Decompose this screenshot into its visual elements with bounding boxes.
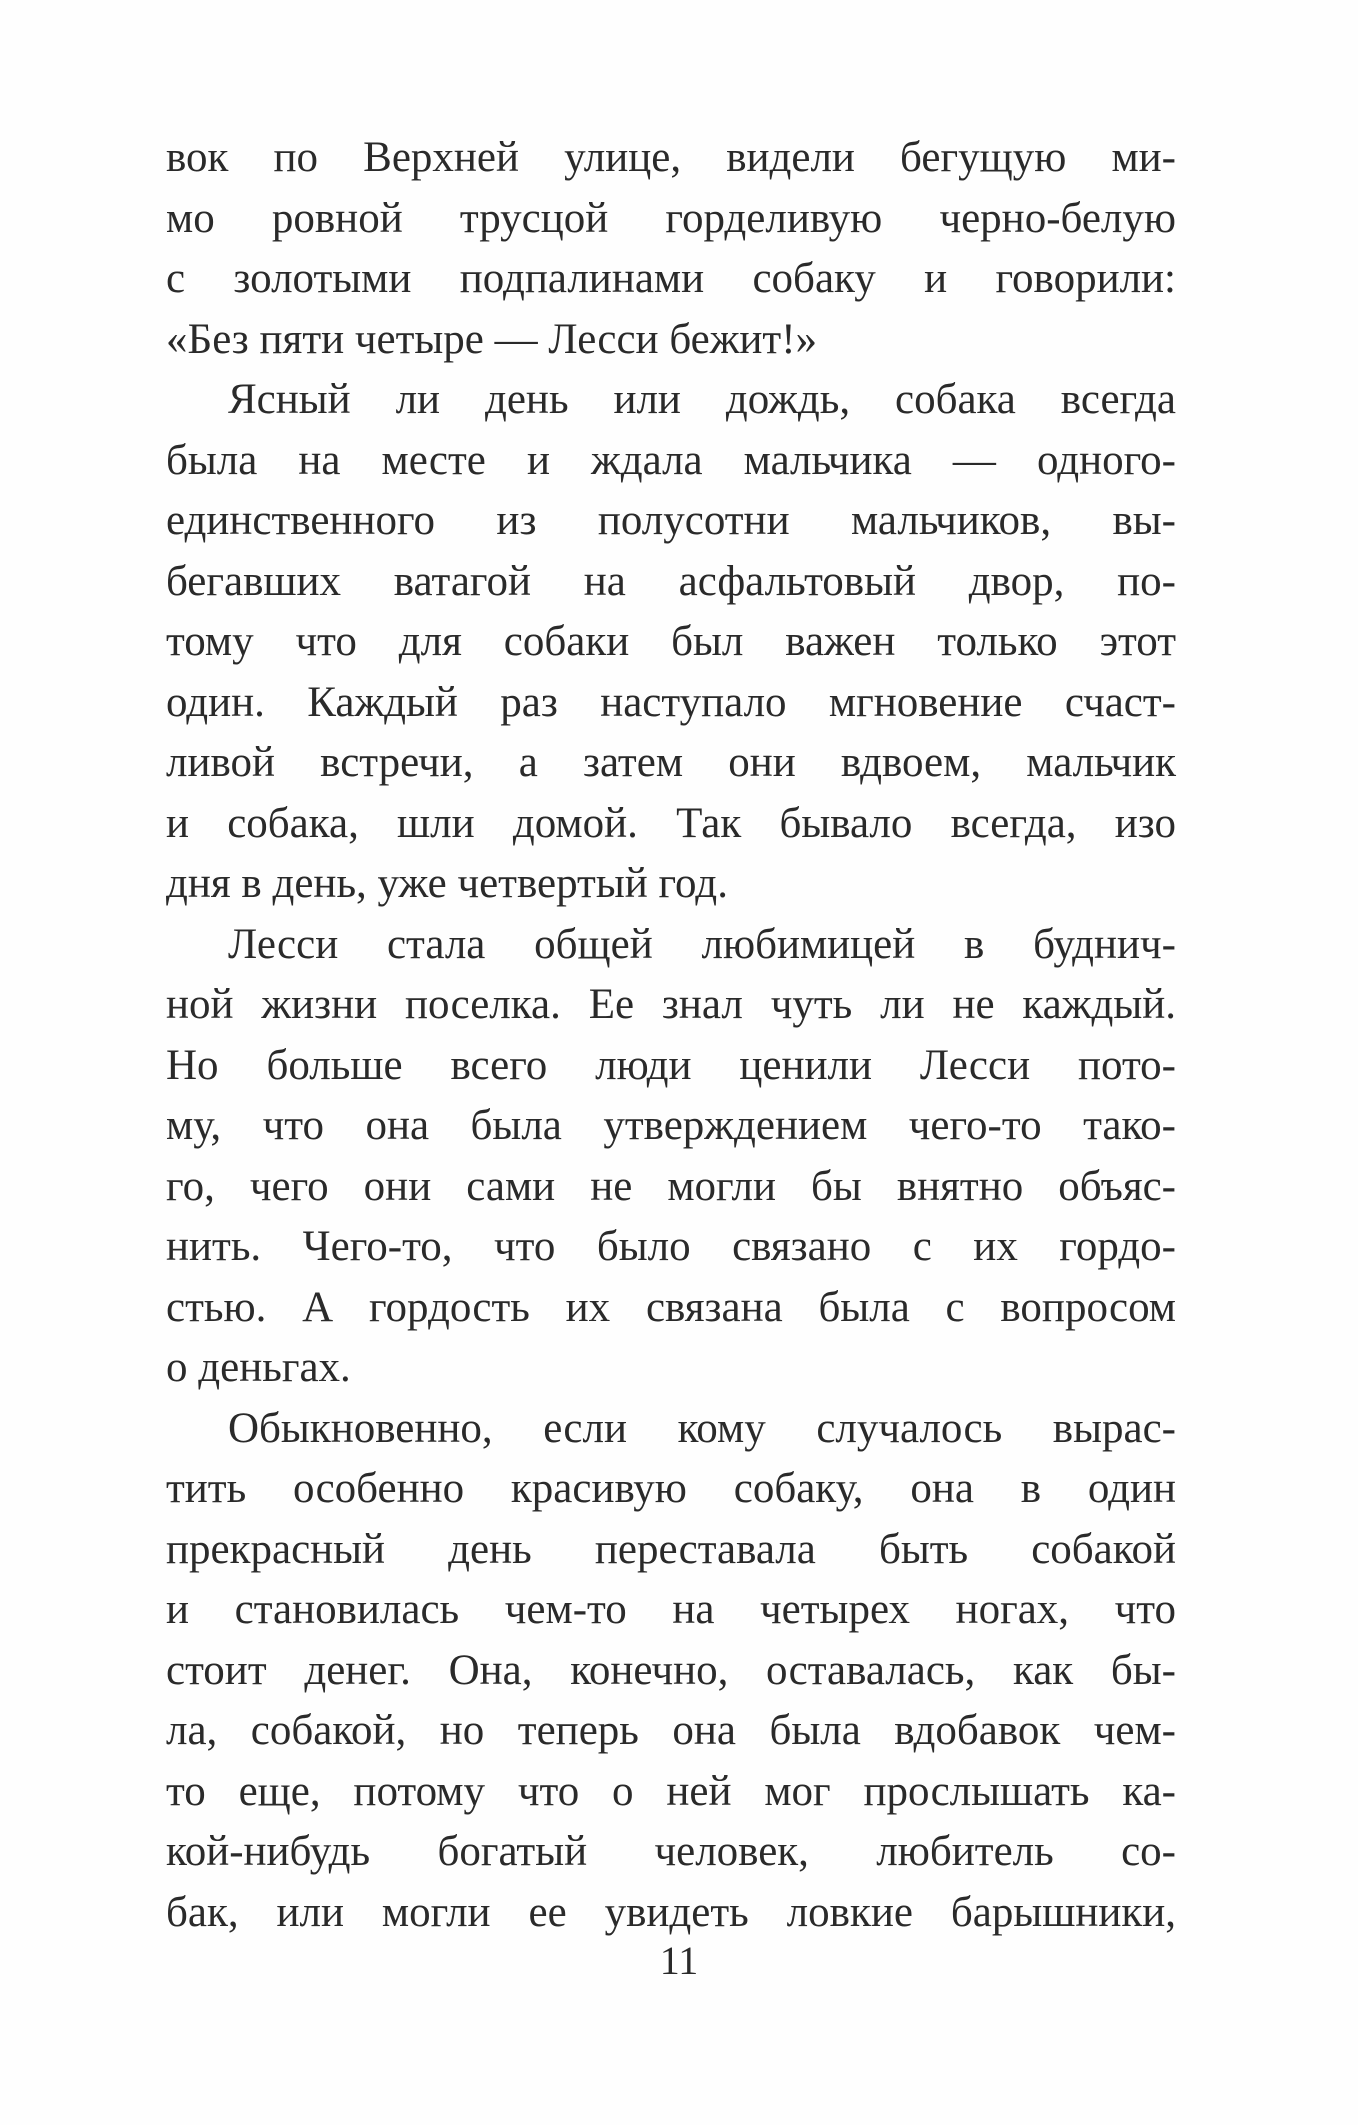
text-line: Лесси стала общей любимицей в буднич-	[228, 920, 1176, 968]
text-line: то еще, потому что о ней мог прослышать ка-	[166, 1767, 1176, 1815]
text-line: ливой встречи, а затем они вдвоем, мальчик	[166, 739, 1176, 786]
text-line: прекрасный день переставала быть собакой	[166, 1525, 1176, 1573]
text-line: му, что она была утверждением чего-то тако-	[166, 1102, 1176, 1149]
text-line: вок по Верхней улице, видели бегущую ми-	[166, 134, 1176, 181]
text-line: тить особенно красивую собаку, она в один	[166, 1465, 1176, 1512]
text-line: и становилась чем-то на четырех ногах, что	[166, 1586, 1176, 1633]
text-line: «Без пяти четыре — Лесси бежит!»	[166, 315, 818, 363]
text-line: ла, собакой, но теперь она была вдобавок чем-	[166, 1707, 1176, 1754]
text-line: стью. А гордость их связана была с вопросом	[166, 1283, 1176, 1331]
text-line: Но больше всего люди ценили Лесси пото-	[166, 1041, 1176, 1089]
text-line: Обыкновенно, если кому случалось вырас-	[228, 1404, 1176, 1452]
text-line: дня в день, уже четвертый год.	[166, 860, 728, 907]
text-line: один. Каждый раз наступало мгновение счаст-	[166, 678, 1176, 726]
text-line: была на месте и ждала мальчика — одного-	[166, 436, 1176, 484]
text-line: о деньгах.	[166, 1344, 351, 1391]
text-line: бак, или могли ее увидеть ловкие барышники,	[166, 1888, 1176, 1936]
text-line: Ясный ли день или дождь, собака всегда	[228, 376, 1176, 423]
text-line: мо ровной трусцой горделивую черно-белую	[166, 194, 1176, 242]
text-line: нить. Чего-то, что было связано с их гордо-	[166, 1223, 1176, 1270]
page-number: 11	[659, 1938, 699, 1983]
body-text	[166, 128, 1176, 1943]
text-line: стоит денег. Она, конечно, оставалась, как бы-	[166, 1646, 1176, 1694]
text-line: кой-нибудь богатый человек, любитель со-	[166, 1828, 1176, 1875]
text-line: ной жизни поселка. Ее знал чуть ли не каждый.	[166, 981, 1176, 1028]
text-line: го, чего они сами не могли бы внятно объяс-	[166, 1162, 1176, 1210]
text-line: единственного из полусотни мальчиков, вы-	[166, 497, 1176, 544]
text-line: тому что для собаки был важен только этот	[166, 618, 1176, 665]
text-line: и собака, шли домой. Так бывало всегда, изо	[166, 799, 1176, 847]
text-line: бегавших ватагой на асфальтовый двор, по-	[166, 557, 1176, 605]
text-line: с золотыми подпалинами собаку и говорили:	[166, 255, 1176, 302]
